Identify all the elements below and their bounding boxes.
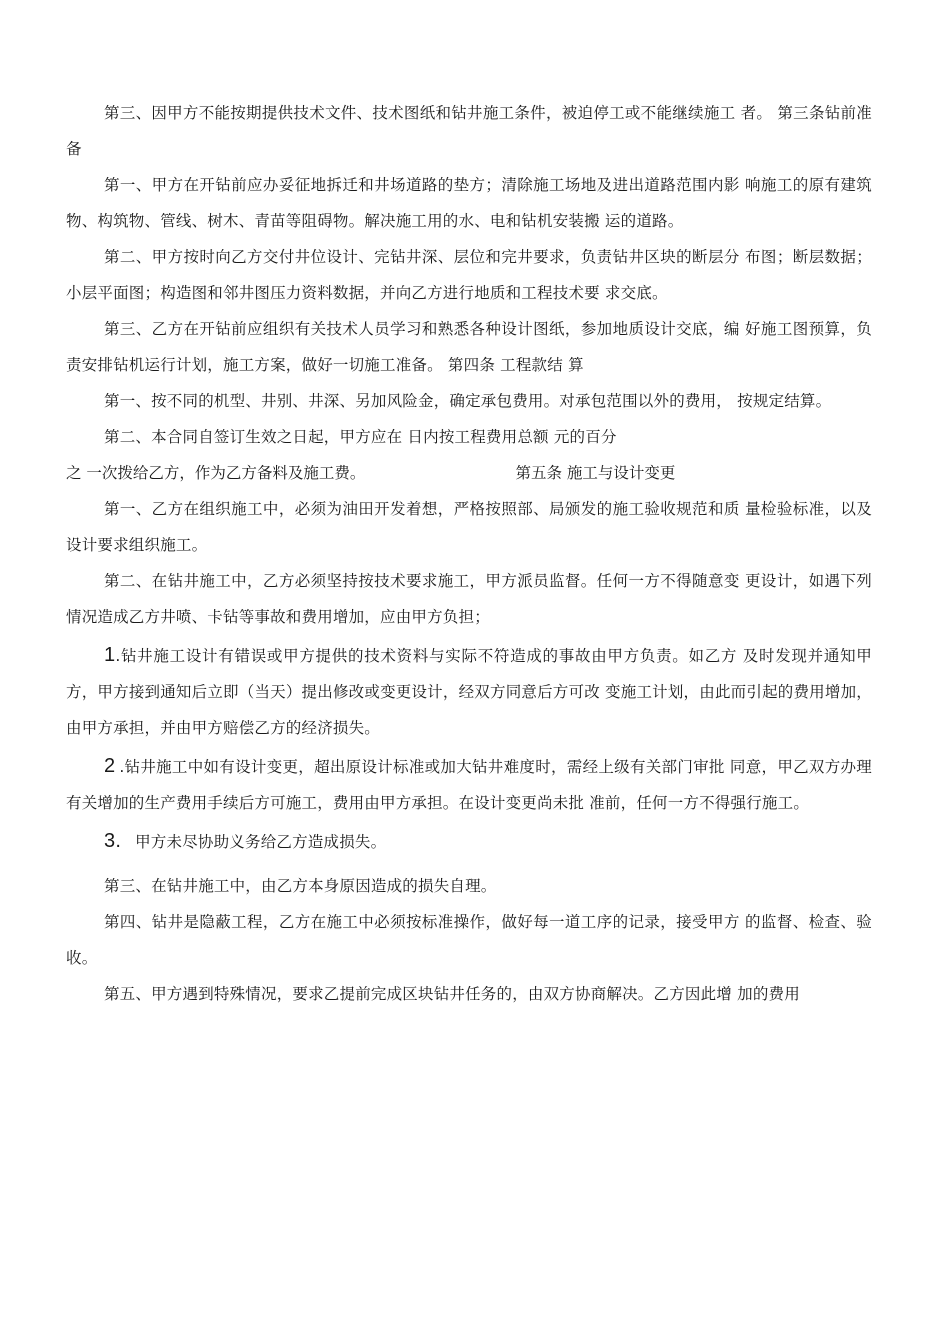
list-item-2-number: 2 [104,755,116,777]
paragraph-5: 第一、按不同的机型、井别、井深、另加风险金，确定承包费用。对承包范围以外的费用， 按规定结算。 [104,392,832,410]
paragraph-8: 第二、在钻井施工中，乙方必须坚持按技术要求施工，甲方派员监督。任何一方不得随意变 更设计，如遇下列情况造成乙方井喷、卡钻等事故和费用增加，应由甲方负担； [66,572,872,626]
list-item-1-number: 1 [104,644,116,666]
list-item-1 [66,637,872,746]
document-page [66,95,872,1012]
paragraph-6-line-2-text: 之 一次拨给乙方，作为乙方备料及施工费。 [66,464,366,482]
paragraph-7: 第一、乙方在组织施工中，必须为油田开发着想，严格按照部、局颁发的施工验收规范和质 量检验标准，以及设计要求组织施工。 [66,500,872,554]
paragraph-6-line-1: 第二、本合同自签订生效之日起，甲方应在 日内按工程费用总额 元的百分 [104,428,617,446]
paragraph-3: 第二、甲方按时向乙方交付井位设计、完钻井深、层位和完井要求，负责钻井区块的断层分 布图；断层数据；小层平面图；构造图和邻井图压力资料数据，并向乙方进行地质和工程技术要 求交底。 [66,248,872,302]
list-item-3-text: 甲方未尽协助义务给乙方造成损失。 [135,833,387,851]
paragraph-9: 第三、在钻井施工中，由乙方本身原因造成的损失自理。 [104,877,497,895]
list-item-3 [66,823,872,860]
paragraph-10: 第四、钻井是隐蔽工程，乙方在施工中必须按标准操作，做好每一道工序的记录，接受甲方 的监督、检查、验收。 [66,913,872,967]
list-item-2-text: .钻井施工中如有设计变更，超出原设计标准或加大钻井难度时，需经上级有关部门审批 同意，甲乙双方办理有关增加的生产费用手续后方可施工，费用由甲方承担。在设计变更尚未批 准前，任何一方不得强行施工。 [66,758,872,812]
paragraph-1: 第三、因甲方不能按期提供技术文件、技术图纸和钻井施工条件，被迫停工或不能继续施工 者。 第三条钻前准备 [66,104,872,158]
section-heading-5: 第五条 施工与设计变更 [515,464,676,482]
paragraph-6-line-2 [66,455,872,491]
list-item-1-text: .钻井施工设计有错误或甲方提供的技术资料与实际不符造成的事故由甲方负责。如乙方 及时发现并通知甲方，甲方接到通知后立即（当天）提出修改或变更设计，经双方同意后方可改 变施工计划，由此而引起的费用增加，由甲方承担，并由甲方赔偿乙方的经济损失。 [66,647,872,737]
list-item-2 [66,748,872,821]
paragraph-2: 第一、甲方在开钻前应办妥征地拆迁和井场道路的垫方；清除施工场地及进出道路范围内影 响施工的原有建筑物、构筑物、管线、树木、青苗等阻碍物。解决施工用的水、电和钻机安装搬 运的道路。 [66,176,872,230]
list-item-3-number: 3. [104,830,122,852]
paragraph-4: 第三、乙方在开钻前应组织有关技术人员学习和熟悉各种设计图纸，参加地质设计交底，编 好施工图预算，负责安排钻机运行计划，施工方案，做好一切施工准备。 第四条 工程款结 算 [66,320,872,374]
paragraph-11: 第五、甲方遇到特殊情况，要求乙提前完成区块钻井任务的，由双方协商解决。乙方因此增 加的费用 [104,985,800,1003]
